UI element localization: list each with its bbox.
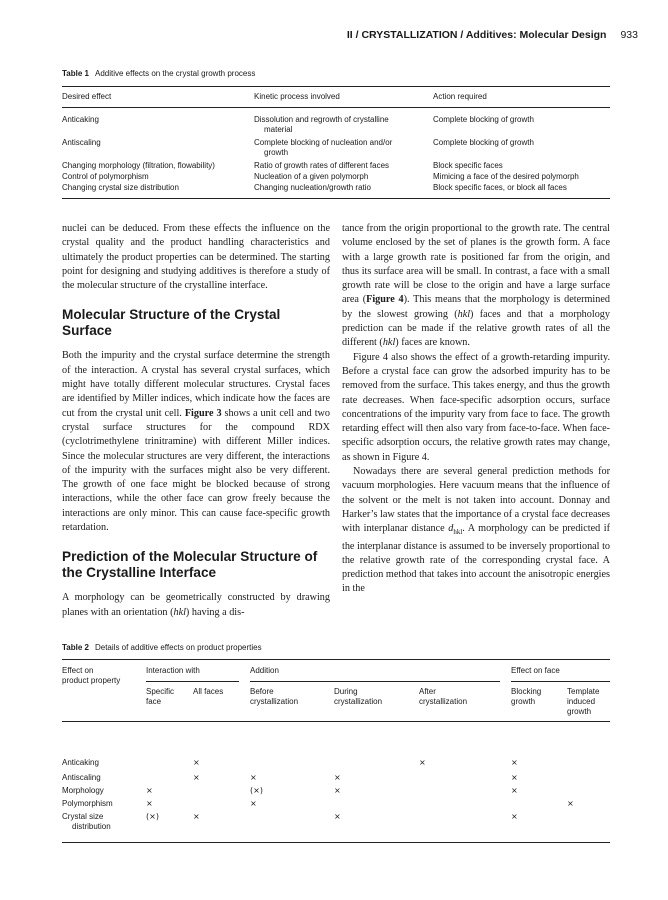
header-line: growth [567, 707, 592, 716]
table2-mark: (×) [146, 812, 159, 821]
running-title: II / CRYSTALLIZATION / Additives: Molecular Design [346, 29, 607, 41]
table2-sub-allfaces: All faces [193, 687, 224, 696]
table1-caption [62, 69, 255, 78]
header-line: induced [567, 697, 596, 706]
table1-row-process: Ratio of growth rates of different faces [254, 161, 390, 170]
page-number: 933 [620, 29, 638, 41]
header-line: Before [250, 687, 274, 696]
table2-group-rule-interaction [146, 681, 239, 682]
row-label-line: Crystal size [62, 812, 104, 821]
text-run: ). This means that the morphology is determined by the slowest growing ( [342, 294, 610, 320]
table1-top-rule [62, 86, 610, 87]
miller-index: hkl [457, 308, 471, 320]
table2-header-effect-on [62, 666, 142, 686]
table1-row-process [254, 138, 430, 158]
table1-row-process: Nucleation of a given polymorph [254, 172, 369, 181]
table1-row-action: Complete blocking of growth [433, 115, 534, 124]
paragraph [342, 222, 610, 351]
table1-row-effect: Control of polymorphism [62, 172, 149, 181]
right-text-column [342, 222, 610, 597]
header-line: crystallization [334, 697, 383, 706]
section-heading: Molecular Structure of the Crystal Surface [62, 307, 281, 339]
table1-row-process [254, 115, 430, 135]
table2-group-rule-effect [511, 681, 610, 682]
table2-sub-specific [146, 687, 174, 707]
table1-process-line: Dissolution and regrowth of crystalline [254, 115, 389, 124]
table2-mark: × [146, 786, 153, 795]
section-heading: Prediction of the Molecular Structure of the Crystalline Interface [62, 549, 318, 581]
table2-header-rule [62, 721, 610, 722]
miller-index: hkl [382, 337, 396, 349]
table2-group-rule-addition [250, 681, 500, 682]
table2-row-label [62, 799, 113, 809]
table2-mark: × [193, 812, 200, 821]
figure-reference: Figure 3 [184, 407, 222, 419]
math-subscript: hkl [453, 528, 463, 537]
header-line: Template [567, 687, 600, 696]
table1-process-line: Complete blocking of nucleation and/or [254, 138, 393, 147]
paragraph: nuclei can be deduced. From these effects the influence on the crystal quality and the product handling characteristics and ultimately the product properties can be determined. The starting point for designing and studying additives is therefore a study of the molecular structure of the crystalline interface. [62, 223, 330, 292]
header-line: crystallization [419, 697, 468, 706]
table1-row-effect: Changing crystal size distribution [62, 183, 179, 192]
table2-sub-before [250, 687, 298, 707]
miller-index: hkl [173, 606, 186, 618]
table2-group-addition: Addition [250, 666, 279, 675]
table2-mark: × [193, 758, 200, 767]
table2-mark: × [419, 758, 426, 767]
table2-group-interaction: Interaction with [146, 666, 200, 675]
paragraph: Figure 4 also shows the effect of a growth-retarding impurity. Before a crystal face can grow the adsorbed impurity has to be removed from the surface. This takes energy, and thus the growth rate decreases. When face-specific adsorption occurs, surface concentrations of the impurity vary from face to face. The growth retarding effect will then also vary from face-to-face. When face-specific adsorption occurs, the relative growth rates may change, as shown in Figure 4. [342, 351, 610, 463]
table1-row-process: Changing nucleation/growth ratio [254, 183, 371, 192]
table1-header-process: Kinetic process involved [254, 92, 340, 101]
table2-mark: × [567, 799, 574, 808]
header-line: growth [511, 697, 536, 706]
header-line: Specific [146, 687, 175, 696]
header-line: Blocking [511, 687, 542, 696]
row-label-line: Anticaking [62, 758, 99, 767]
table1-header-action: Action required [433, 92, 487, 101]
text-run: . A morphology can be predicted if the interplanar distance is assumed to be inversely proportional to the relative growth rate of the corresponding crystal face. A prediction method that takes into account the anisotropic energies in the [342, 523, 610, 595]
table1-header-rule [62, 107, 610, 108]
text-run: ) having a dis- [185, 606, 245, 618]
table2-label: Table 2 [62, 643, 89, 652]
table1-process-line: growth [264, 148, 289, 157]
paragraph [62, 349, 330, 535]
header-line: product property [62, 676, 121, 685]
table2-mark: × [334, 812, 341, 821]
table2-mark: × [334, 786, 341, 795]
table2-mark: × [193, 773, 200, 782]
table1-row-action: Mimicing a face of the desired polymorph [433, 172, 579, 181]
table2-mark: × [334, 773, 341, 782]
table2-row-label [62, 812, 111, 832]
table2-mark: × [511, 812, 518, 821]
paragraph [342, 465, 610, 597]
table2-bottom-rule [62, 842, 610, 843]
running-header [0, 29, 638, 41]
paragraph [62, 591, 330, 620]
table2-mark: × [250, 773, 257, 782]
table1-row-action: Complete blocking of growth [433, 138, 534, 147]
table2-row-label [62, 758, 99, 768]
table2-sub-after [419, 687, 467, 707]
table2-caption [62, 643, 262, 652]
table2-mark: × [511, 758, 518, 767]
table1-row-action: Block specific faces [433, 161, 503, 170]
row-label-line: Antiscaling [62, 773, 101, 782]
header-line: Effect on [62, 666, 94, 675]
table2-sub-blocking [511, 687, 541, 707]
row-label-line: Morphology [62, 786, 104, 795]
header-line: face [146, 697, 162, 706]
text-run: shows a unit cell and two crystal surface structures for the compound RDX (cyclotrimethylene trinitramine) with different Miller indices. Since the molecular structures are very different, the interactions of the impurity with the surfaces might also be very different. The growth of one face might be blocked because of strong interactions, while the other face can grow freely because the interactions are only minor. This can cause face-specific growth retardation. [62, 407, 330, 534]
table1-process-line: material [264, 125, 293, 134]
row-label-line: distribution [72, 822, 111, 831]
table2-row-label [62, 786, 104, 796]
text-run: A morphology can be geometrically constructed by drawing planes with an orientation ( [62, 592, 330, 618]
table1-bottom-rule [62, 198, 610, 199]
figure-reference: Figure 4 [366, 294, 404, 306]
header-line: After [419, 687, 436, 696]
math-symbol: d [448, 523, 454, 535]
table2-row-label [62, 773, 101, 783]
header-line: crystallization [250, 697, 299, 706]
table2-mark: × [250, 799, 257, 808]
table1-caption-text: Additive effects on the crystal growth process [94, 69, 256, 78]
table2-mark: (×) [250, 786, 263, 795]
row-label-line: Polymorphism [62, 799, 113, 808]
table1-label: Table 1 [62, 69, 89, 78]
table2-mark: × [511, 786, 518, 795]
text-run: ) faces are known. [395, 337, 470, 349]
table2-caption-text: Details of additive effects on product properties [94, 643, 262, 652]
table1-header-effect: Desired effect [62, 92, 112, 101]
table1-row-action: Block specific faces, or block all faces [433, 183, 567, 192]
table2-mark: × [146, 799, 153, 808]
text-run: Nowadays there are several general prediction methods for vacuum morphologies. Here vacuum means that the influence of the solvent or the melt is not taken into account. Donnay and Harker’s law states that the importance of a crystal face decreases with interplanar distance [342, 466, 610, 535]
table1-row-effect: Anticaking [62, 115, 99, 124]
table1-row-effect: Changing morphology (filtration, flowability) [62, 161, 215, 170]
header-line: During [334, 687, 358, 696]
table1-row-effect: Antiscaling [62, 138, 101, 147]
table2-mark: × [511, 773, 518, 782]
left-text-column [62, 222, 330, 620]
table2-sub-during [334, 687, 382, 707]
table2-top-rule [62, 659, 610, 660]
text-run: Both the impurity and the crystal surface determine the strength of the interaction. A crystal has several crystal surfaces, which might have totally different molecular structures. Crystal faces are identified by Miller indices, which indicate how the faces are cut from the crystal unit cell. [62, 350, 330, 419]
text-run: ) faces and that a morphology prediction can be made if the relative growth rates of all the different ( [342, 308, 610, 349]
text-run: tance from the origin proportional to the growth rate. The central volume enclosed by the set of planes is the growth form. A face with a large growth rate is positioned far from the origin, and thus its surface area will be small. In contrast, a face with a small growth rate will be close to the origin and have a large surface area ( [342, 223, 610, 306]
table2-sub-template [567, 687, 599, 717]
table2-group-effect-face: Effect on face [511, 666, 560, 675]
